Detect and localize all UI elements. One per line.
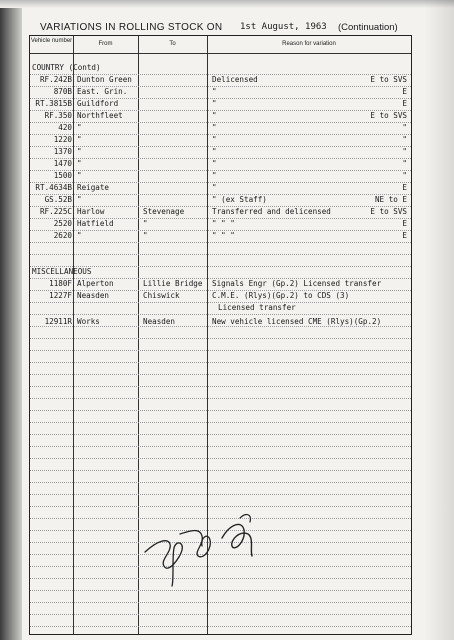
reason-text: " " " — [212, 219, 235, 228]
ruled-line — [30, 398, 411, 399]
reason-text: " — [212, 171, 217, 180]
vehicle-number: 1470 — [53, 159, 72, 168]
from-garage: Dunton Green — [77, 75, 132, 84]
reason-text: " — [212, 183, 217, 192]
vehicle-number: 2520 — [53, 219, 72, 228]
to-garage: Stevenage — [143, 207, 185, 216]
vehicle-number: 1370 — [53, 147, 72, 156]
vehicle-number: RT.3815B — [35, 99, 72, 108]
ruled-line — [30, 242, 411, 243]
ruled-line — [30, 482, 411, 483]
reason-text: " (ex Staff) — [212, 195, 267, 204]
from-garage: Alperton — [77, 279, 114, 288]
from-garage: " — [77, 171, 82, 180]
code-text: E — [402, 99, 407, 108]
vehicle-number: 870B — [53, 87, 72, 96]
table-row — [30, 74, 411, 86]
table-row — [30, 170, 411, 182]
code-text: E — [402, 219, 407, 228]
from-garage: " — [77, 135, 82, 144]
reason-text: Transferred and delicensed — [212, 207, 331, 216]
code-text: E — [402, 183, 407, 192]
column-header-to: To — [169, 41, 176, 47]
table-row — [30, 302, 411, 314]
code-text: " — [402, 147, 407, 156]
reason-text: " — [212, 135, 217, 144]
document-title: VARIATIONS IN ROLLING STOCK ON — [40, 22, 223, 33]
column-header-reason: Reason for variation — [282, 41, 336, 47]
table-row — [30, 206, 411, 218]
right-edge-shadow — [424, 0, 454, 640]
from-garage: Northfleet — [77, 111, 123, 120]
from-garage: East. Grin. — [77, 87, 128, 96]
table-row — [30, 158, 411, 170]
reason-text: " — [212, 111, 217, 120]
section-heading: MISCELLANEOUS — [32, 267, 92, 276]
ruled-line — [30, 470, 411, 471]
to-garage: " — [143, 231, 148, 240]
vehicle-number: 1220 — [53, 135, 72, 144]
table-row — [30, 122, 411, 134]
header-rule — [30, 53, 411, 54]
ruled-line — [30, 386, 411, 387]
code-text: " — [402, 135, 407, 144]
vehicle-number: 1180F — [49, 279, 72, 288]
binding-shadow — [0, 0, 22, 640]
code-text: E — [402, 231, 407, 240]
reason-text: C.M.E. (Rlys)(Gp.2) to CDS (3) — [212, 291, 350, 300]
ruled-line — [30, 602, 411, 603]
table-row — [30, 218, 411, 230]
ruled-line — [30, 254, 411, 255]
vehicle-number: GS.52B — [44, 195, 72, 204]
table-row — [30, 182, 411, 194]
ruled-line — [30, 410, 411, 411]
ruled-line — [30, 422, 411, 423]
code-text: E — [402, 87, 407, 96]
document-header — [30, 20, 410, 36]
reason-text: Signals Engr (Gp.2) Licensed transfer — [212, 279, 382, 288]
from-garage: Reigate — [77, 183, 110, 192]
table-row — [30, 110, 411, 122]
handwritten-signature — [140, 500, 270, 590]
ruled-line — [30, 590, 411, 591]
table-row — [30, 98, 411, 110]
code-text: " — [402, 123, 407, 132]
table-row — [30, 278, 411, 290]
from-garage: " — [77, 159, 82, 168]
table-row — [30, 194, 411, 206]
ruled-line — [30, 626, 411, 627]
ruled-line — [30, 446, 411, 447]
from-garage: Neasden — [77, 291, 110, 300]
reason-text: Delicensed — [212, 75, 258, 84]
reason-text: New vehicle licensed CME (Rlys)(Gp.2) — [212, 317, 382, 326]
ruled-line — [30, 362, 411, 363]
vehicle-number: RF.242B — [39, 75, 72, 84]
vehicle-number: RF.350 — [44, 111, 72, 120]
table-row — [30, 134, 411, 146]
from-garage: Works — [77, 317, 100, 326]
to-garage: Lillie Bridge — [143, 279, 203, 288]
from-garage: Hatfield — [77, 219, 114, 228]
table-row — [30, 290, 411, 302]
to-garage: " — [143, 219, 148, 228]
vehicle-number: 1227F — [49, 291, 72, 300]
from-garage: Harlow — [77, 207, 105, 216]
code-text: E to SVS — [370, 207, 407, 216]
top-edge-shadow — [0, 0, 454, 8]
reason-text: " — [212, 123, 217, 132]
reason-text: Licensed transfer — [218, 303, 296, 312]
ruled-line — [30, 434, 411, 435]
section-heading: COUNTRY (Contd) — [32, 63, 101, 72]
reason-text: " — [212, 99, 217, 108]
vehicle-number: RT.4634B — [35, 183, 72, 192]
vehicle-number: 1500 — [53, 171, 72, 180]
to-garage: Neasden — [143, 317, 176, 326]
to-garage: Chiswick — [143, 291, 180, 300]
from-garage: " — [77, 195, 82, 204]
from-garage: " — [77, 231, 82, 240]
column-header-from: From — [98, 41, 113, 47]
reason-text: " — [212, 147, 217, 156]
code-text: E to SVS — [370, 111, 407, 120]
table-row — [30, 146, 411, 158]
code-text: NE to E — [374, 195, 407, 204]
reason-text: " — [212, 159, 217, 168]
vehicle-number: 2620 — [53, 231, 72, 240]
reason-text: " " " — [212, 231, 235, 240]
ruled-line — [30, 458, 411, 459]
vehicle-number: 420 — [58, 123, 72, 132]
vehicle-number: 12911R — [44, 317, 72, 326]
reason-text: " — [212, 87, 217, 96]
continuation-label: (Continuation) — [338, 22, 398, 33]
column-header-vehicle: Vehicle number — [30, 38, 73, 44]
ruled-line — [30, 338, 411, 339]
ruled-line — [30, 314, 411, 315]
from-garage: " — [77, 123, 82, 132]
code-text: " — [402, 159, 407, 168]
vehicle-number: RF.225C — [39, 207, 72, 216]
from-garage: Guildford — [77, 99, 119, 108]
table-row — [30, 230, 411, 242]
code-text: " — [402, 171, 407, 180]
document-date: 1st August, 1963 — [240, 22, 327, 32]
from-garage: " — [77, 147, 82, 156]
ruled-line — [30, 614, 411, 615]
table-row — [30, 86, 411, 98]
table-row — [30, 316, 411, 328]
ruled-line — [30, 350, 411, 351]
ruled-line — [30, 494, 411, 495]
code-text: E to SVS — [370, 75, 407, 84]
ruled-line — [30, 374, 411, 375]
